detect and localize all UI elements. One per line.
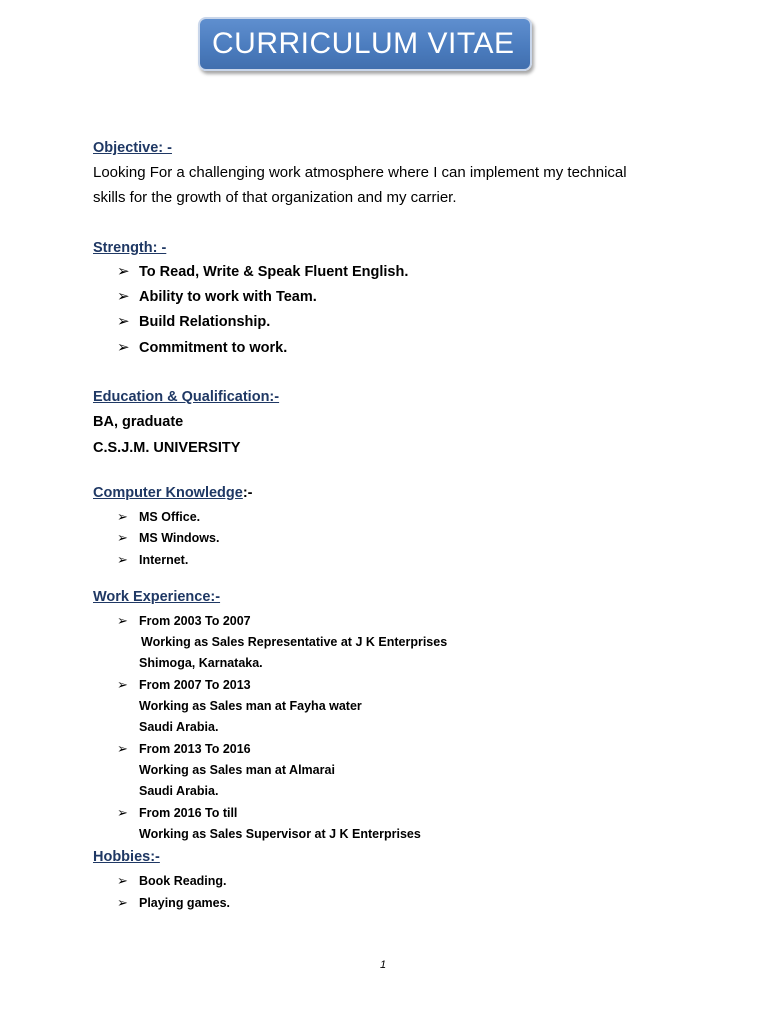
strength-heading: Strength: - bbox=[93, 240, 167, 256]
work-entry-role: Working as Sales man at Almarai bbox=[139, 763, 335, 777]
arrow-bullet-icon: ➢ bbox=[117, 288, 130, 305]
education-university: C.S.J.M. UNIVERSITY bbox=[93, 440, 241, 456]
arrow-bullet-icon: ➢ bbox=[117, 613, 128, 628]
hobbies-heading: Hobbies:- bbox=[93, 849, 160, 865]
work-entry-place: Shimoga, Karnataka. bbox=[139, 656, 263, 670]
arrow-bullet-icon: ➢ bbox=[117, 530, 128, 545]
work-entry-place: Saudi Arabia. bbox=[139, 720, 219, 734]
arrow-bullet-icon: ➢ bbox=[117, 509, 128, 524]
work-entry-role: Working as Sales man at Fayha water bbox=[139, 699, 362, 713]
work-heading: Work Experience:- bbox=[93, 589, 221, 605]
work-entry-role: Working as Sales Representative at J K Enterprises bbox=[141, 635, 448, 649]
arrow-bullet-icon: ➢ bbox=[117, 339, 130, 356]
arrow-bullet-icon: ➢ bbox=[117, 805, 128, 820]
work-entry-place: Saudi Arabia. bbox=[139, 784, 219, 798]
cv-page: CURRICULUM VITAE Objective: - Looking For a challenging work atmosphere where I can implement my technical skills for the growth of that organization and my carrier. Strength: - ➢ To Read, Write & Speak Fluent English. ➢ Ability to work with Team. ➢ Build Relationship. ➢ Commitment to work. Education & Qualification:- BA, graduate C.S.J.M. UNIVERSITY Computer Knowledge:- ➢ MS Office. ➢ MS Windows. ➢ Internet. Work Experience:- ➢ From 2003 To 2007 Working as Sales Representative at J K Enterprises Shimoga, Karnataka. ➢ From 2007 To 2013 Working as Sales man at Fayha water Saudi Arabia. ➢ From 2013 To 2016 Working as Sales man at Almarai Saudi Arabia. ➢ From 2016 To till Working as Sales Supervisor at J K Enterprises Hobbies:- ➢ Book Reading. ➢ Playing games. 1 bbox=[0, 0, 768, 1024]
arrow-bullet-icon: ➢ bbox=[117, 313, 130, 330]
arrow-bullet-icon: ➢ bbox=[117, 677, 128, 692]
arrow-bullet-icon: ➢ bbox=[117, 873, 128, 888]
work-entry-role: Working as Sales Supervisor at J K Enterprises bbox=[139, 827, 421, 841]
arrow-bullet-icon: ➢ bbox=[117, 895, 128, 910]
cv-title-banner bbox=[198, 17, 532, 71]
page-number: 1 bbox=[380, 959, 387, 971]
cv-title: CURRICULUM VITAE bbox=[212, 27, 515, 60]
arrow-bullet-icon: ➢ bbox=[117, 552, 128, 567]
education-heading: Education & Qualification:- bbox=[93, 389, 280, 405]
arrow-bullet-icon: ➢ bbox=[117, 741, 128, 756]
arrow-bullet-icon: ➢ bbox=[117, 263, 130, 280]
education-degree: BA, graduate bbox=[93, 414, 184, 430]
computer-heading: Computer Knowledge:- bbox=[93, 485, 253, 501]
objective-text: Looking For a challenging work atmosphere where I can implement my technical skills for the growth of that organization and my carrier. bbox=[93, 164, 627, 206]
objective-heading: Objective: - bbox=[93, 140, 172, 156]
